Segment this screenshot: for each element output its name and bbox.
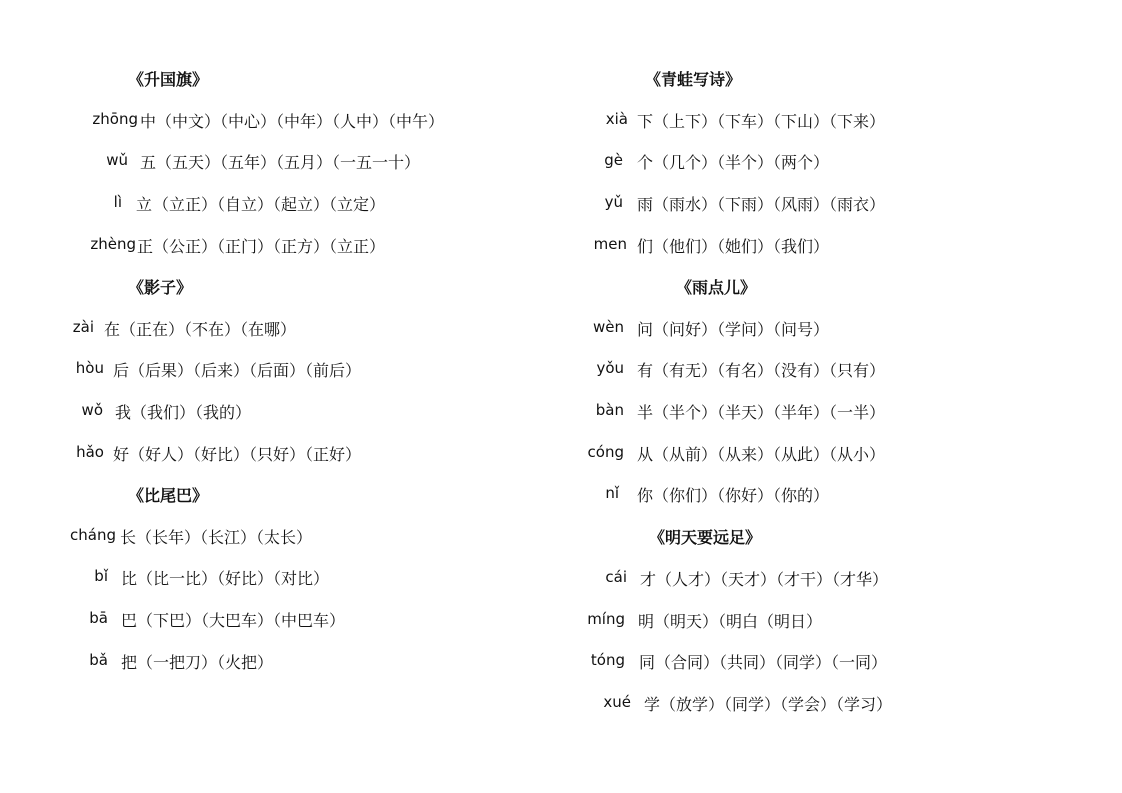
character: 同 [639,653,656,672]
character: 有 [637,361,654,380]
section-title: 《青蛙写诗》 [645,70,742,89]
pinyin: bā [89,609,108,627]
pinyin: nǐ [605,484,619,502]
pinyin: bàn [595,401,624,419]
pinyin: hǎo [76,443,104,461]
character: 个 [637,153,654,172]
word-list: （立正）（自立）（起立）（立定） [153,195,386,214]
word-list: （有无）（有名）（没有）（只有） [653,361,886,380]
character: 学 [644,695,661,714]
character: 在 [104,320,121,339]
character: 下 [637,112,654,131]
character: 从 [637,445,654,464]
pinyin: cái [605,568,627,586]
section-title: 《雨点儿》 [676,278,757,297]
pinyin: xià [605,110,628,128]
pinyin: men [593,235,627,253]
pinyin: hòu [75,359,104,377]
pinyin: wǔ [106,151,128,169]
character: 你 [637,486,654,505]
pinyin: yǔ [604,193,623,211]
word-list: （长年）（长江）（太长） [136,528,313,547]
character: 半 [637,403,654,422]
word-list: （几个）（半个）（两个） [653,153,830,172]
character: 长 [120,528,137,547]
word-list: （下巴）（大巴车）（中巴车） [137,611,346,630]
word-list: （正在）（不在）（在哪） [120,320,297,339]
pinyin: bǐ [94,567,108,585]
pinyin: míng [587,610,625,628]
section-title: 《升国旗》 [128,70,209,89]
word-list: （上下）（下车）（下山）（下来） [653,112,886,131]
pinyin: zhōng [92,110,138,128]
character: 我 [115,403,132,422]
character: 雨 [637,195,654,214]
section-title: 《影子》 [128,278,193,297]
word-list: （我们）（我的） [131,403,252,422]
character: 们 [637,237,654,256]
pinyin: wèn [592,318,624,336]
character: 把 [121,653,138,672]
character: 明 [638,612,655,631]
pinyin: cháng [70,526,116,544]
character: 正 [137,237,154,256]
pinyin: lì [113,193,122,211]
word-list: （中文）（中心）（中年）（人中）（中午） [156,112,445,131]
character: 才 [640,570,657,589]
character: 巴 [121,611,138,630]
character: 后 [113,361,130,380]
word-list: （明天）（明白（明日） [654,612,823,631]
character: 好 [113,445,130,464]
character: 中 [140,112,157,131]
word-list: （半个）（半天）（半年）（一半） [653,403,886,422]
pinyin: wǒ [81,401,103,419]
word-list: （一把刀）（火把） [137,653,274,672]
pinyin: tóng [590,651,625,669]
pinyin: xué [603,693,631,711]
word-list: （他们）（她们）（我们） [653,237,830,256]
word-list: （后果）（后来）（后面）（前后） [129,361,362,380]
pinyin: yǒu [596,359,624,377]
word-list: （雨水）（下雨）（风雨）（雨衣） [653,195,886,214]
pinyin: gè [604,151,623,169]
word-list: （放学）（同学）（学会）（学习） [660,695,893,714]
character: 立 [136,195,153,214]
section-title: 《比尾巴》 [128,486,209,505]
word-list: （比一比）（好比）（对比） [137,569,330,588]
word-list: （人才）（天才）（才干）（才华） [656,570,889,589]
word-list: （五天）（五年）（五月）（一五一十） [156,153,421,172]
word-list: （合同）（共同）（同学）（一同） [655,653,888,672]
character: 比 [121,569,138,588]
character: 问 [637,320,654,339]
pinyin: zhèng [90,235,136,253]
word-list: （好人）（好比）（只好）（正好） [129,445,362,464]
pinyin: cóng [587,443,624,461]
word-list: （你们）（你好）（你的） [653,486,830,505]
pinyin: bǎ [89,651,108,669]
section-title: 《明天要远足》 [649,528,762,547]
word-list: （问好）（学问）（问号） [653,320,830,339]
word-list: （公正）（正门）（正方）（立正） [153,237,386,256]
word-list: （从前）（从来）（从此）（从小） [653,445,886,464]
pinyin: zài [72,318,94,336]
character: 五 [140,153,157,172]
